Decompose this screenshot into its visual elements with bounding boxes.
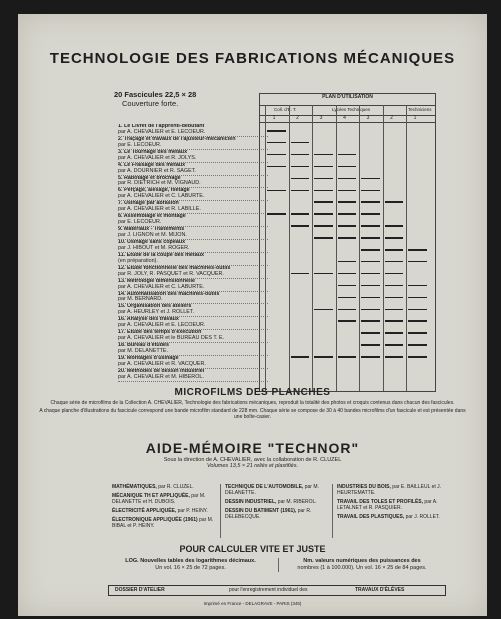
microfilms-text-2: A chaque planche d'illustrations du fascicule correspond une bande microfilm standard de 228 mm. Chaque série se compose de 30 à 40 bandes microfilms d'un fascicule et est présentée dans une boîte-casier. xyxy=(39,408,466,420)
fascicule-title: 6. Perçage, alésage, filetage xyxy=(118,188,190,194)
fascicule-title: 13. Métrologie dimensionnelle xyxy=(118,278,195,284)
fascicule-author: par A. CHEVALIER et R. LABILLE. xyxy=(118,206,201,213)
fascicule-title: 7. Usinage par abrasion xyxy=(118,201,179,207)
book-entry xyxy=(112,508,220,514)
aide-memoire-direction: Sous la direction de A. CHEVALIER, avec la collaboration de R. CLUZEL xyxy=(163,457,342,463)
plan-mark xyxy=(314,237,333,239)
microfilms-text-1: Chaque série de microfilms de la Collection A. CHEVALIER, Technologie des fabrications mécaniques, reproduit la totalité des photos et croquis contenus dans chacun des fascicules. xyxy=(50,400,455,406)
fascicule-author: par A. DOURNIER et R. SAGET. xyxy=(118,167,196,174)
fascicule-item xyxy=(118,266,268,279)
fascicule-title: 15. Organisation des ateliers xyxy=(118,304,192,310)
plan-mark xyxy=(291,273,310,275)
plan-mark xyxy=(267,142,286,144)
fascicules-format: 20 Fascicules 22,5 × 28 xyxy=(114,90,197,99)
book-entry xyxy=(112,517,220,529)
fascicule-item xyxy=(118,253,268,266)
plan-mark xyxy=(385,201,404,203)
plan-mark xyxy=(361,249,380,251)
fascicule-title: 11. Étude de la coupe des métaux xyxy=(118,252,204,258)
plan-mark xyxy=(291,190,310,192)
fascicule-item xyxy=(118,227,268,240)
plan-column-number: 2 xyxy=(390,115,393,121)
fascicule-title: 12. Étude fonctionnelle des machines-outils xyxy=(118,265,231,271)
plan-mark xyxy=(338,309,357,311)
dossier-label: DOSSIER D'ATELIER xyxy=(115,587,165,593)
book-title: DESSIN DU BATIMENT (1961), xyxy=(225,508,297,514)
fascicule-title: 2. Traçage et travaux de l'ajusteur-mécanicien xyxy=(118,136,236,142)
plan-column-number: 1 xyxy=(272,115,276,121)
plan-mark xyxy=(361,201,380,203)
fascicule-item xyxy=(118,163,268,176)
fascicule-item xyxy=(118,292,268,305)
fascicule-author: par A. CHEVALIER et E. LECOEUR. xyxy=(118,322,206,329)
aide-memoire-books xyxy=(108,484,444,538)
plan-column-number: 3 xyxy=(366,115,370,121)
fascicule-author: par A. CHEVALIER et C. LABURTE. xyxy=(118,193,205,200)
fascicule-author: par A. CHEVALIER et M. HIBEROL. xyxy=(118,373,204,380)
fascicule-author: par A. HEURLEY et J. ROLLET. xyxy=(118,309,194,316)
plan-column-rule xyxy=(336,105,337,391)
book-author: par P. HEINY. xyxy=(177,508,208,514)
microfilms-section xyxy=(18,387,487,420)
plan-mark xyxy=(361,261,380,263)
plan-mark xyxy=(385,320,404,322)
plan-mark xyxy=(361,225,380,227)
plan-mark xyxy=(338,297,357,299)
plan-mark xyxy=(408,356,427,358)
book-title: TRAVAIL DES TOLES ET PROFILÉS, xyxy=(337,499,424,505)
plan-mark xyxy=(291,166,310,168)
fascicule-item xyxy=(118,124,268,137)
fascicule-author: par M. DELANETTE. xyxy=(118,348,169,355)
plan-mark xyxy=(361,178,380,180)
plan-mark xyxy=(291,178,310,180)
fascicule-title: 10. Usinage sans copeaux xyxy=(118,240,186,246)
plan-mark xyxy=(408,249,427,251)
book-title: ÉLECTRONIQUE APPLIQUÉE (1961) xyxy=(112,517,198,523)
plan-mark xyxy=(338,154,357,156)
plan-mark xyxy=(361,344,380,346)
plan-mark xyxy=(385,249,404,251)
book-entry xyxy=(225,499,333,505)
plan-mark xyxy=(267,154,286,156)
fascicule-author: par E. LECOEUR. xyxy=(118,141,162,148)
plan-mark xyxy=(338,225,357,227)
plan-column-numbers xyxy=(260,114,435,123)
plan-mark xyxy=(267,213,286,215)
book-author: par M. DELANETTE et H. DUBOIS. xyxy=(112,493,206,505)
plan-mark xyxy=(361,190,380,192)
book-entry xyxy=(225,484,333,496)
dossier-purpose: pour l'enregistrement individuel des xyxy=(229,587,308,593)
fascicule-title: 9. Matériaux - Traitements xyxy=(118,227,185,233)
fascicule-title: 4. Le Fraisage des métaux xyxy=(118,162,186,168)
fascicule-item xyxy=(118,150,268,163)
plan-mark xyxy=(314,154,333,156)
book-entry xyxy=(225,508,333,520)
book-title: MATHÉMATIQUES, xyxy=(112,484,157,490)
fascicule-author: par M. BERNARD. xyxy=(118,296,163,303)
plan-mark xyxy=(314,356,333,358)
nm-tables-format: nombres (1 à 100.000). Un vol. 16 × 25 de 84 pages. xyxy=(297,565,427,571)
plan-mark xyxy=(361,320,380,322)
plan-mark xyxy=(361,213,380,215)
book-author: par M. DELANETTE. xyxy=(225,484,319,496)
plan-mark xyxy=(291,213,310,215)
log-tables-title: LOG. Nouvelles tables des logarithmes décimaux. xyxy=(125,558,256,564)
dossier-travaux: TRAVAUX D'ÉLÈVES xyxy=(355,587,405,593)
plan-mark xyxy=(408,285,427,287)
plan-mark xyxy=(338,320,357,322)
plan-mark xyxy=(361,285,380,287)
book-title: ÉLECTRICITÉ APPLIQUÉE, xyxy=(112,508,177,514)
book-title: TECHNIQUE DE L'AUTOMOBILE, xyxy=(225,484,304,490)
plan-mark xyxy=(408,297,427,299)
plan-column-rule xyxy=(406,105,407,391)
plan-column-number: 3 xyxy=(319,115,323,121)
plan-heading: PLAN D'UTILISATION xyxy=(322,94,373,100)
plan-mark xyxy=(408,261,427,263)
group-label: Lycées Techniques xyxy=(332,107,371,112)
plan-mark xyxy=(338,201,357,203)
fascicule-author: par A. CHEVALIER et C. LABURTE. xyxy=(118,283,205,290)
plan-mark xyxy=(361,309,380,311)
dossier-atelier-box xyxy=(108,585,446,596)
nm-tables-title: Nm. valeurs numériques des puissances des xyxy=(303,558,421,564)
plan-column-rule xyxy=(383,105,384,391)
book-author: par R. DELEBECQUE. xyxy=(225,508,312,520)
fascicule-title: 19. Montages d'usinage xyxy=(118,356,179,362)
fascicule-author: par A. CHEVALIER et E. LECOEUR. xyxy=(118,128,206,135)
fascicule-title: 5. Rabotage et brochage xyxy=(118,175,181,181)
book-title: INDUSTRIES DU BOIS, xyxy=(337,484,391,490)
fascicule-item xyxy=(118,137,268,150)
fascicule-item xyxy=(118,330,268,343)
aide-memoire-section xyxy=(18,440,487,469)
fascicule-item xyxy=(118,240,268,253)
microfilms-title: MICROFILMS DES PLANCHES xyxy=(174,387,331,398)
fascicule-title: 8. Assemblage et montage xyxy=(118,214,186,220)
book-author: par R. CLUZEL. xyxy=(158,484,194,490)
fascicule-item xyxy=(118,188,268,201)
fascicule-title: 3. Le Tournage des métaux xyxy=(118,149,188,155)
fascicule-author: par R. JOLY, R. PASQUET et R. VACQUER. xyxy=(118,270,224,277)
log-tables-format: Un vol. 16 × 25 de 72 pages. xyxy=(155,565,226,571)
plan-mark xyxy=(291,154,310,156)
plan-mark xyxy=(408,332,427,334)
fascicule-title: 16. Analyse des travaux xyxy=(118,317,179,323)
book-author: par M. RIBEROL. xyxy=(277,499,317,505)
plan-mark xyxy=(267,130,286,132)
fascicule-author: par R. DIETRICH et M. VIGNAUD. xyxy=(118,180,201,187)
plan-mark xyxy=(291,225,310,227)
plan-mark xyxy=(361,356,380,358)
fascicule-author: par E. LECOEUR. xyxy=(118,219,162,226)
fascicules-cover: Couverture forte. xyxy=(122,99,179,108)
plan-mark xyxy=(338,166,357,168)
plan-column-number: 1 xyxy=(413,115,417,121)
fascicule-title: 14. Automatisation des machines-outils xyxy=(118,291,220,297)
books-column xyxy=(332,484,445,538)
log-tables xyxy=(108,558,273,572)
plan-mark xyxy=(291,142,310,144)
plan-mark xyxy=(338,237,357,239)
fascicule-item xyxy=(118,176,268,189)
fascicule-author: par A. CHEVALIER et R. JOLYS. xyxy=(118,154,197,161)
plan-mark xyxy=(385,356,404,358)
plan-mark xyxy=(385,309,404,311)
fascicule-item xyxy=(118,214,268,227)
fascicule-list xyxy=(118,124,268,382)
fascicule-item xyxy=(118,279,268,292)
back-cover xyxy=(18,14,487,616)
plan-mark xyxy=(338,261,357,263)
nm-tables xyxy=(278,558,445,572)
fascicule-author: par A. CHEVALIER et le BUREAU DES T. E. xyxy=(118,335,225,342)
plan-mark xyxy=(385,225,404,227)
plan-mark xyxy=(314,201,333,203)
plan-mark xyxy=(291,356,310,358)
plan-column-rule xyxy=(265,105,266,391)
plan-mark xyxy=(338,178,357,180)
group-label: Techniciens xyxy=(408,107,432,112)
plan-column-rule xyxy=(359,105,360,391)
fascicule-item xyxy=(118,317,268,330)
plan-mark xyxy=(267,166,286,168)
fascicule-item xyxy=(118,201,268,214)
plan-mark xyxy=(408,309,427,311)
fascicule-author: (en préparation). xyxy=(118,257,158,264)
plan-mark xyxy=(338,285,357,287)
usage-plan-table xyxy=(259,93,436,392)
calc-tables xyxy=(108,558,444,582)
calc-title: POUR CALCULER VITE ET JUSTE xyxy=(179,544,326,554)
plan-mark xyxy=(338,356,357,358)
plan-mark xyxy=(314,190,333,192)
book-title: MÉCANIQUE TH ET APPLIQUÉE, xyxy=(112,493,190,499)
plan-mark xyxy=(385,273,404,275)
fascicule-author: par A. CHEVALIER et R. VACQUER. xyxy=(118,360,206,367)
plan-mark xyxy=(314,309,333,311)
aide-memoire-title: AIDE-MÉMOIRE "TECHNOR" xyxy=(145,440,360,456)
fascicule-title: 1. Le Livret de l'apprenti-débutant xyxy=(118,124,205,129)
plan-mark xyxy=(338,273,357,275)
plan-mark xyxy=(385,332,404,334)
book-entry xyxy=(112,493,220,505)
aide-memoire-format: Volumes 13,5 × 21 reliés et plastifiés. xyxy=(206,463,299,469)
book-author: par E. BAILLEUL et J. HEURTEMATTE. xyxy=(337,484,442,496)
fascicules-info xyxy=(114,90,196,108)
fascicule-title: 17. Étude des temps d'exécution xyxy=(118,330,202,336)
plan-column-number: 2 xyxy=(296,115,299,121)
fascicule-item xyxy=(118,356,268,369)
plan-mark xyxy=(267,190,286,192)
fascicule-item xyxy=(118,343,268,356)
fascicule-item xyxy=(118,369,268,382)
fascicule-item xyxy=(118,304,268,317)
plan-mark xyxy=(338,190,357,192)
plan-mark xyxy=(314,225,333,227)
plan-mark xyxy=(314,213,333,215)
book-author: par M. BIBAL et P. HEINY. xyxy=(112,517,214,529)
plan-mark xyxy=(385,285,404,287)
imprint: Imprimé en France - DELAGRAVE - PARIS (345) xyxy=(203,601,302,606)
plan-mark xyxy=(314,166,333,168)
plan-column-rule xyxy=(312,105,313,391)
fascicule-author: par J. HIBOUT et M. ROGER. xyxy=(118,244,190,251)
books-column xyxy=(108,484,220,538)
plan-mark xyxy=(408,320,427,322)
fascicule-author: par J. LIGNON et M. MIJON. xyxy=(118,232,187,239)
plan-mark xyxy=(385,344,404,346)
book-title: TRAVAIL DES PLASTIQUES, xyxy=(337,514,405,520)
book-entry xyxy=(337,484,445,496)
plan-mark xyxy=(361,273,380,275)
plan-mark xyxy=(314,273,333,275)
plan-mark xyxy=(408,344,427,346)
plan-mark xyxy=(338,213,357,215)
fascicule-title: 18. Bureau d'études xyxy=(118,343,170,349)
group-label: Coll. d'E. T. xyxy=(274,107,297,112)
book-entry xyxy=(337,499,445,511)
plan-mark xyxy=(385,237,404,239)
plan-mark xyxy=(361,237,380,239)
book-author: par J. ROLLET. xyxy=(405,514,440,520)
book-entry xyxy=(112,484,220,490)
plan-mark xyxy=(361,297,380,299)
plan-column-number: 4 xyxy=(343,115,346,121)
book-author: par A. LETALNET et R. PASQUIER. xyxy=(337,499,438,511)
book-entry xyxy=(337,514,445,520)
plan-mark xyxy=(361,332,380,334)
books-column xyxy=(220,484,333,538)
plan-mark xyxy=(314,178,333,180)
book-title: DESSIN INDUSTRIEL, xyxy=(225,499,277,505)
plan-mark xyxy=(385,297,404,299)
plan-column-rule xyxy=(289,105,290,391)
fascicule-title: 20. Méthodes de dessin industriel xyxy=(118,368,205,374)
plan-mark xyxy=(385,261,404,263)
page-title: TECHNOLOGIE DES FABRICATIONS MÉCANIQUES xyxy=(49,50,456,67)
